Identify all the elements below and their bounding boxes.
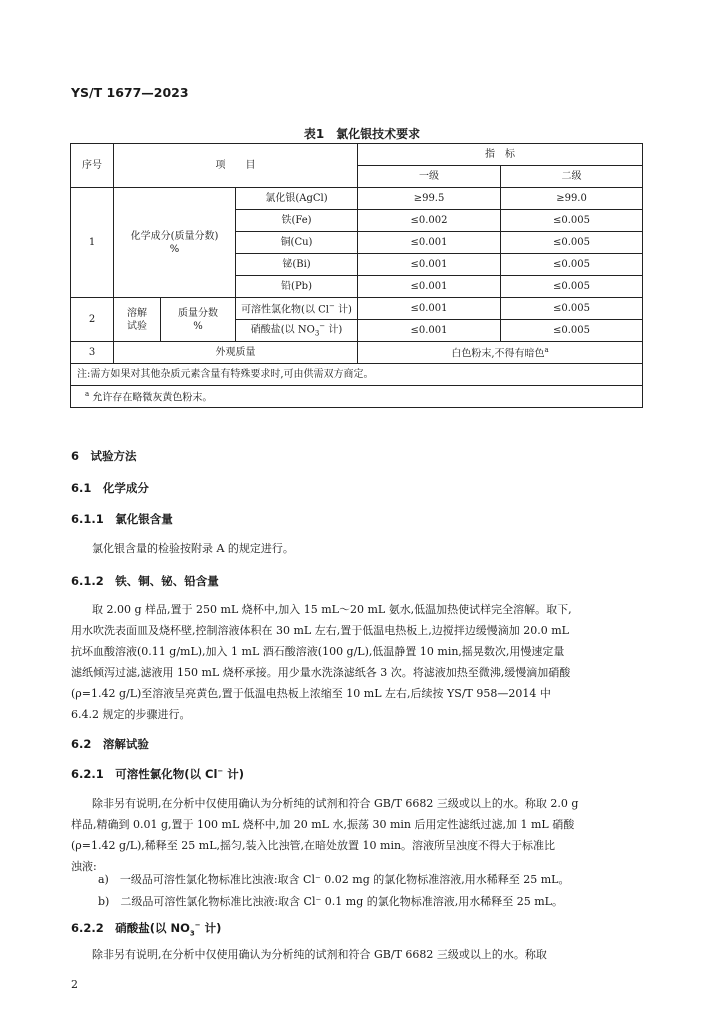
grade1-value: ≤0.001 bbox=[358, 320, 501, 342]
item-name: 硝酸盐(以 $NO_3^-$ 计) bbox=[236, 320, 358, 342]
paragraph-6-1-1: 氯化银含量的检验按附录 A 的规定进行。 bbox=[92, 542, 294, 555]
grade2-value: ≤0.005 bbox=[501, 232, 643, 254]
list-item-b: b) 二级品可溶性氯化物标准比浊液:取含 Cl⁻ 0.1 mg 的氯化物标准溶液,用水稀释至 25 mL。 bbox=[98, 895, 563, 908]
appearance-value: 白色粉末,不得有暗色$^a$ bbox=[358, 342, 643, 364]
dissolve-label-b: 试验 bbox=[127, 320, 147, 332]
chem-group-unit: % bbox=[169, 243, 180, 255]
section-6-1-1-heading: 6.1.1 氯化银含量 bbox=[71, 512, 173, 526]
chem-group-title: 化学成分(质量分数) bbox=[130, 230, 219, 242]
spec-table bbox=[70, 143, 643, 408]
grade1-value: ≥99.5 bbox=[358, 188, 501, 210]
item-name: 可溶性氯化物(以 Cl− 计) bbox=[236, 298, 358, 320]
item-name: 铋(Bi) bbox=[236, 254, 358, 276]
table-note: 注:需方如果对其他杂质元素含量有特殊要求时,可由供需双方商定。 bbox=[71, 364, 643, 386]
page-number: 2 bbox=[71, 978, 78, 991]
row-no: 1 bbox=[71, 188, 114, 298]
table-title: 表1 氯化银技术要求 bbox=[303, 127, 421, 141]
grade2-value: ≤0.005 bbox=[501, 298, 643, 320]
chem-group-label bbox=[114, 188, 236, 298]
col-header-grade1: 一级 bbox=[358, 166, 501, 188]
paragraph-6-2-1: 除非另有说明,在分析中仅使用确认为分析纯的试剂和符合 GB/T 6682 三级或以上的水。称取 2.0 g 样品,精确到 0.01 g,置于 100 mL 烧杯中,加 20 mL 水,振荡 30 min 后用定性滤纸过滤,加 1 mL 硝酸 (ρ=1.42 g/L),稀释至 25 mL,摇匀,装入比浊管,在暗处放置 10 min。溶液所呈浊度不得大于标准比 浊液: bbox=[71, 797, 579, 873]
paragraph-6-1-2: 取 2.00 g 样品,置于 250 mL 烧杯中,加入 15 mL～20 mL 氨水,低温加热使试样完全溶解。取下, 用水吹洗表面皿及烧杯壁,控制溶液体积在 30 mL 左右,置于低温电热板上,边搅拌边缓慢滴加 20.0 mL 抗坏血酸溶液(0.11 g/mL),加入 1 mL 酒石酸溶液(100 g/L),低温静置 10 min,摇晃数次,用慢速定量 滤纸倾泻过滤,滤液用 150 mL 烧杯承接。用少量水洗涤滤纸各 3 次。将滤液加热至微沸,缓慢滴加硝酸 (ρ=1.42 g/L)至溶液呈亮黄色,置于低温电热板上浓缩至 10 mL 左右,后续按 YS/T 958—2014 中 6.4.2 规定的步骤进行。 bbox=[71, 603, 572, 721]
section-6-2-2-heading: 6.2.2 硝酸盐(以 $NO_3^-$ 计) bbox=[71, 921, 222, 938]
section-6-heading: 6 试验方法 bbox=[71, 449, 137, 463]
row-no: 3 bbox=[71, 342, 114, 364]
item-name: 外观质量 bbox=[114, 342, 358, 364]
list-item-a: a) 一级品可溶性氯化物标准比浊液:取含 Cl⁻ 0.02 mg 的氯化物标准溶液,用水稀释至 25 mL。 bbox=[98, 873, 570, 886]
section-6-1-2-heading: 6.1.2 铁、铜、铋、铅含量 bbox=[71, 574, 219, 588]
item-name: 氯化银(AgCl) bbox=[236, 188, 358, 210]
section-6-1-heading: 6.1 化学成分 bbox=[71, 481, 149, 495]
item-name: 铜(Cu) bbox=[236, 232, 358, 254]
item-name: 铅(Pb) bbox=[236, 276, 358, 298]
dissolve-sub-b: % bbox=[193, 320, 203, 332]
col-header-no: 序号 bbox=[71, 144, 114, 188]
grade2-value: ≤0.005 bbox=[501, 276, 643, 298]
dissolve-sub-a: 质量分数 bbox=[178, 307, 218, 319]
section-6-2-1-heading: 6.2.1 可溶性氯化物(以 Cl− 计) bbox=[71, 767, 245, 781]
grade1-value: ≤0.001 bbox=[358, 298, 501, 320]
section-6-2-heading: 6.2 溶解试验 bbox=[71, 737, 149, 751]
grade2-value: ≥99.0 bbox=[501, 188, 643, 210]
standard-code: YS/T 1677—2023 bbox=[71, 85, 189, 100]
grade2-value: ≤0.005 bbox=[501, 210, 643, 232]
row-no: 2 bbox=[71, 298, 114, 342]
grade1-value: ≤0.002 bbox=[358, 210, 501, 232]
col-header-spec: 指 标 bbox=[358, 144, 643, 166]
paragraph-6-2-2: 除非另有说明,在分析中仅使用确认为分析纯的试剂和符合 GB/T 6682 三级或以上的水。称取 bbox=[92, 948, 547, 961]
dissolve-group-label bbox=[114, 298, 161, 342]
item-name: 铁(Fe) bbox=[236, 210, 358, 232]
grade2-value: ≤0.005 bbox=[501, 320, 643, 342]
grade1-value: ≤0.001 bbox=[358, 232, 501, 254]
grade1-value: ≤0.001 bbox=[358, 276, 501, 298]
table-footnote: $^a$ 允许存在略微灰黄色粉末。 bbox=[71, 386, 643, 408]
grade1-value: ≤0.001 bbox=[358, 254, 501, 276]
dissolve-unit-label bbox=[161, 298, 236, 342]
col-header-item: 项 目 bbox=[114, 144, 358, 188]
dissolve-label-a: 溶解 bbox=[127, 307, 147, 319]
grade2-value: ≤0.005 bbox=[501, 254, 643, 276]
col-header-grade2: 二级 bbox=[501, 166, 643, 188]
